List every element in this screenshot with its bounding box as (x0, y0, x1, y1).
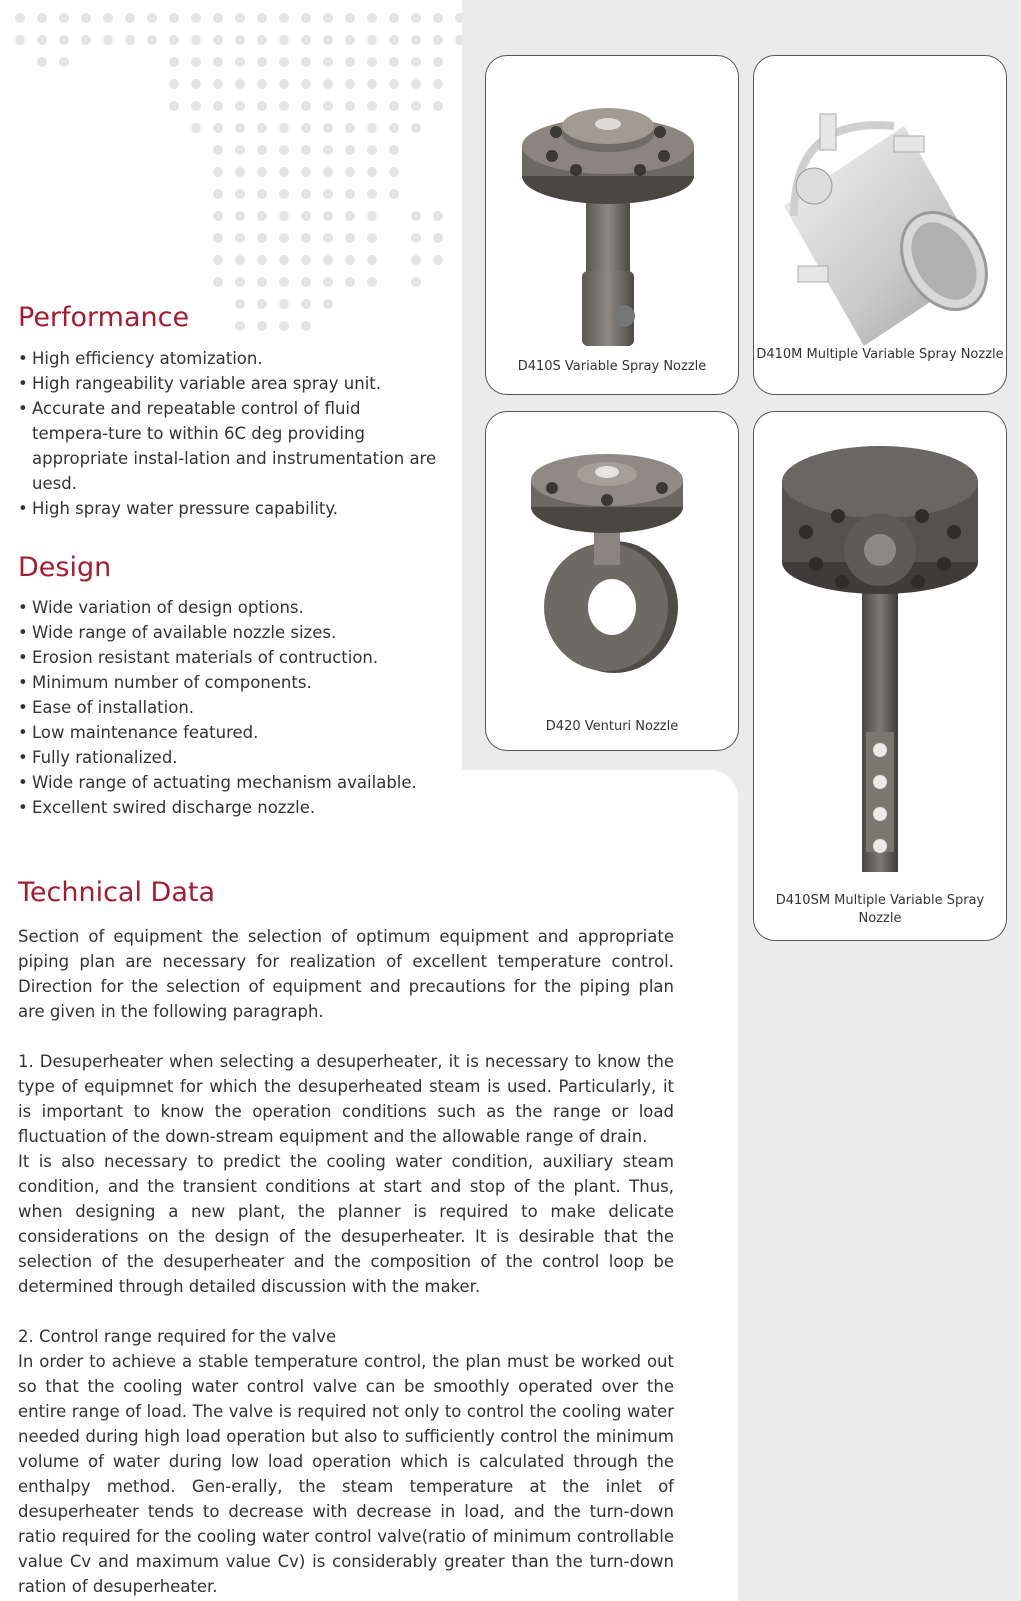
technical-paragraph: In order to achieve a stable temperature control, the plan must be worked out so that the cooling water control valve can be smoothly operated over the entire range of load. The valve is required not only to control the cooling water needed during high load operation but also to sufficiently control the minimum volume of water during low load operation which is calculated through the enthalpy method. Gen-erally, the steam temperature at the inlet of desuperheater tends to decrease with decrease in load, and the turn-down ratio required for the cooling water control valve(ratio of minimum controllable value Cv and maximum value Cv) is considerably greater than the turn-down ration of desuperheater. (18, 1352, 674, 1596)
design-item: • Wide variation of design options. (18, 595, 458, 620)
dot-row-3 (37, 57, 443, 67)
product-card-d410sm (753, 411, 1007, 941)
technical-paragraph: It is also necessary to predict the cooling water condition, auxiliary steam condition, and the transient conditions at start and stop of the plant. Thus, when designing a new plant, the planner is required to make delicate considerations on the design of the desuperheater. It is desirable that the selection of the desuperheater and the composition of the control loop be determined through detailed discussion with the maker. (18, 1152, 674, 1296)
dot-row-14 (235, 299, 333, 309)
dot-row-11 (213, 233, 443, 243)
product-caption: D410S Variable Spray Nozzle (517, 359, 707, 374)
dot-row-12 (213, 255, 443, 265)
dot-row-10 (213, 211, 443, 221)
performance-item: • Accurate and repeatable control of fluid tempera-ture to within 6C deg providing appropriate instal-lation and instrumentation are uesd. (18, 396, 438, 496)
technical-paragraph: Section of equipment the selection of optimum equipment and appropriate piping plan are necessary for realization of excellent temperature control. Direction for the selection of equipment and precautions for the piping plan are given in the following paragraph. (18, 927, 674, 1021)
d410s-nozzle-illustration (486, 56, 738, 394)
world-dot-map (0, 0, 462, 340)
technical-paragraph: 1. Desuperheater when selecting a desuperheater, it is necessary to know the type of equipmnet for which the desuperheated steam is used. Particularly, it is important to know the operation conditions such as the range or load fluctuation of the down-stream equipment and the allowable range of drain. (18, 1052, 674, 1146)
d410sm-nozzle-illustration (754, 412, 1006, 940)
performance-list (18, 346, 438, 521)
technical-subheading: 2. Control range required for the valve (18, 1327, 337, 1346)
performance-item: • High rangeability variable area spray unit. (18, 371, 438, 396)
design-list (18, 595, 458, 820)
technical-heading: Technical Data (18, 877, 216, 908)
design-item: • Low maintenance featured. (18, 720, 458, 745)
design-item: • Wide range of actuating mechanism available. (18, 770, 458, 795)
design-item: • Minimum number of components. (18, 670, 458, 695)
dot-row-9 (213, 189, 399, 199)
product-caption: D420 Venturi Nozzle (545, 719, 679, 734)
dot-row-13 (213, 277, 421, 287)
dot-row-4 (169, 79, 443, 89)
product-card-d410s (485, 55, 739, 395)
performance-item: • High efficiency atomization. (18, 346, 438, 371)
performance-heading: Performance (18, 302, 190, 333)
product-card-d420 (485, 411, 739, 751)
dot-row-15 (235, 321, 311, 331)
product-caption: D410SM Multiple Variable Spray Nozzle (775, 893, 985, 926)
design-item: • Erosion resistant materials of contruction. (18, 645, 458, 670)
dot-row-6 (191, 123, 421, 133)
performance-item: • High spray water pressure capability. (18, 496, 438, 521)
dot-row-8 (213, 167, 399, 177)
dot-row-2 (15, 35, 462, 45)
d410m-nozzle-illustration (754, 56, 1006, 394)
product-caption: D410M Multiple Variable Spray Nozzle (756, 347, 1004, 362)
design-heading: Design (18, 552, 112, 583)
design-item: • Ease of installation. (18, 695, 458, 720)
d420-nozzle-illustration (486, 412, 738, 750)
product-card-d410m (753, 55, 1007, 395)
dot-row-5 (169, 101, 443, 111)
design-item: • Wide range of available nozzle sizes. (18, 620, 458, 645)
dot-row-1 (15, 13, 462, 23)
technical-body (18, 924, 674, 1599)
dot-row-7 (213, 145, 399, 155)
design-item: • Fully rationalized. (18, 745, 458, 770)
design-item: • Excellent swired discharge nozzle. (18, 795, 458, 820)
